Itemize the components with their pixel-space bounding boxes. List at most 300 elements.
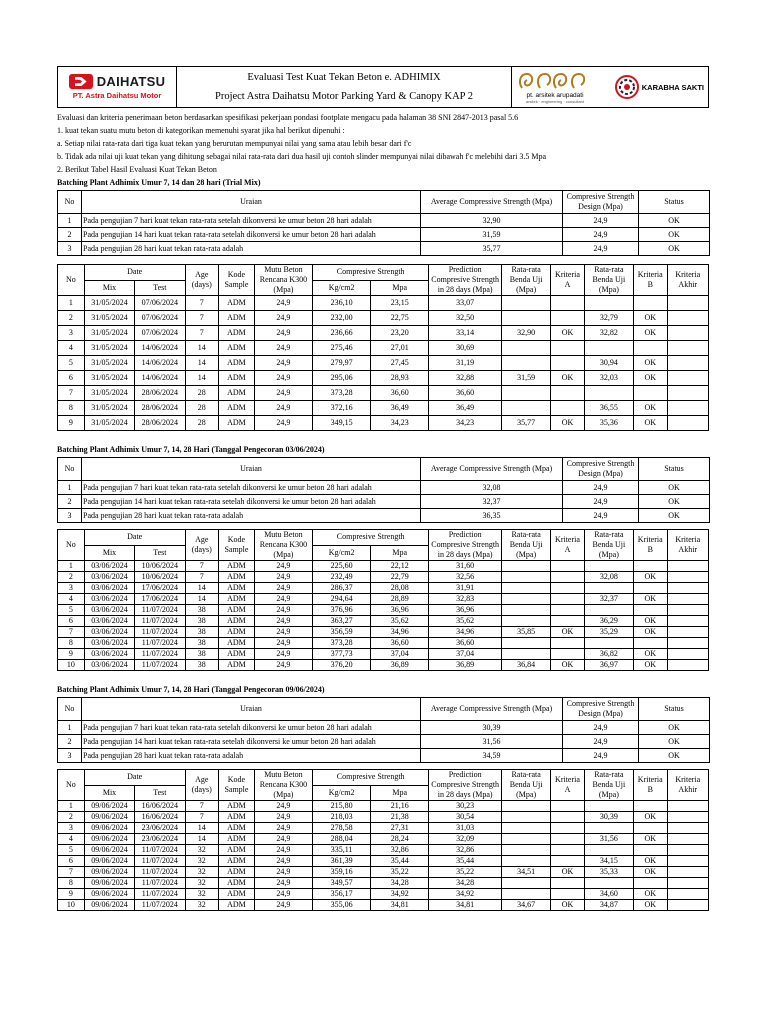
row-no: 7 <box>58 386 85 401</box>
age: 28 <box>185 386 219 401</box>
prediction-28d: 30,23 <box>429 801 502 812</box>
summary-no: 1 <box>58 721 82 735</box>
document-title <box>177 67 512 107</box>
mutu-beton: 24,9 <box>254 627 312 638</box>
strength-kgcm2: 278,58 <box>313 823 371 834</box>
rata-rata-b: 35,36 <box>584 416 633 431</box>
strength-mpa: 36,89 <box>371 660 429 671</box>
test-date: 16/06/2024 <box>135 812 185 823</box>
summary-row <box>58 721 710 735</box>
test-date: 14/06/2024 <box>135 341 185 356</box>
summary-row <box>58 749 710 763</box>
mutu-beton: 24,9 <box>254 311 312 326</box>
kode-sample: ADM <box>219 401 255 416</box>
row-no: 6 <box>58 856 85 867</box>
prediction-28d: 32,88 <box>429 371 502 386</box>
mutu-beton: 24,9 <box>254 561 312 572</box>
detail-header-kode: Kode Sample <box>219 770 255 801</box>
detail-header-age: Age (days) <box>185 770 219 801</box>
kriteria-a <box>551 834 585 845</box>
detail-header-mpa: Mpa <box>371 280 429 296</box>
rata-rata-a: 34,51 <box>502 867 551 878</box>
prediction-28d: 31,19 <box>429 356 502 371</box>
test-date: 28/06/2024 <box>135 386 185 401</box>
rata-rata-b: 36,29 <box>584 616 633 627</box>
criteria-item-1: 1. kuat tekan suatu mutu beton di kategorikan memenuhi syarat jika hal berikut dipenuhi : <box>57 126 345 135</box>
kriteria-akhir <box>667 900 708 911</box>
kriteria-b <box>633 583 667 594</box>
kriteria-a <box>551 845 585 856</box>
age: 38 <box>185 649 219 660</box>
strength-kgcm2: 286,37 <box>313 583 371 594</box>
evaluation-section <box>57 445 709 671</box>
prediction-28d: 31,91 <box>429 583 502 594</box>
age: 7 <box>185 812 219 823</box>
kriteria-akhir <box>667 341 708 356</box>
mix-date: 03/06/2024 <box>84 594 134 605</box>
prediction-28d: 34,23 <box>429 416 502 431</box>
detail-row <box>58 649 709 660</box>
summary-no: 2 <box>58 495 82 509</box>
mix-date: 09/06/2024 <box>84 823 134 834</box>
rata-rata-a: 36,84 <box>502 660 551 671</box>
prediction-28d: 33,07 <box>429 296 502 311</box>
mix-date: 03/06/2024 <box>84 616 134 627</box>
rata-rata-a <box>502 823 551 834</box>
kode-sample: ADM <box>219 812 255 823</box>
prediction-28d: 34,28 <box>429 878 502 889</box>
kode-sample: ADM <box>219 856 255 867</box>
rata-rata-b: 32,08 <box>584 572 633 583</box>
prediction-28d: 32,83 <box>429 594 502 605</box>
arsitek-mark-icon <box>516 70 594 92</box>
kriteria-akhir <box>667 616 708 627</box>
age: 7 <box>185 561 219 572</box>
kriteria-akhir <box>667 856 708 867</box>
age: 14 <box>185 594 219 605</box>
summary-header-uraian: Uraian <box>82 191 421 214</box>
mix-date: 31/05/2024 <box>84 296 134 311</box>
summary-uraian: Pada pengujian 28 hari kuat tekan rata-rata adalah <box>82 509 421 523</box>
kode-sample: ADM <box>219 561 255 572</box>
mutu-beton: 24,9 <box>254 296 312 311</box>
strength-mpa: 27,45 <box>371 356 429 371</box>
detail-header-prediction: Prediction Compresive Strength in 28 days (Mpa) <box>429 530 502 561</box>
rata-rata-a <box>502 356 551 371</box>
summary-status: OK <box>639 749 710 763</box>
mix-date: 03/06/2024 <box>84 649 134 660</box>
mutu-beton: 24,9 <box>254 638 312 649</box>
age: 38 <box>185 660 219 671</box>
age: 38 <box>185 638 219 649</box>
strength-mpa: 23,20 <box>371 326 429 341</box>
detail-row <box>58 341 709 356</box>
detail-row <box>58 296 709 311</box>
kriteria-b: OK <box>633 627 667 638</box>
detail-row <box>58 845 709 856</box>
prediction-28d: 35,22 <box>429 867 502 878</box>
kriteria-a: OK <box>551 416 585 431</box>
strength-mpa: 35,62 <box>371 616 429 627</box>
strength-mpa: 28,08 <box>371 583 429 594</box>
detail-header-no: No <box>58 530 85 561</box>
test-date: 11/07/2024 <box>135 856 185 867</box>
prediction-28d: 31,60 <box>429 561 502 572</box>
kode-sample: ADM <box>219 341 255 356</box>
kriteria-a: OK <box>551 867 585 878</box>
kriteria-a <box>551 572 585 583</box>
prediction-28d: 32,09 <box>429 834 502 845</box>
mutu-beton: 24,9 <box>254 889 312 900</box>
kode-sample: ADM <box>219 823 255 834</box>
detail-row <box>58 867 709 878</box>
rata-rata-a <box>502 572 551 583</box>
detail-header-kode: Kode Sample <box>219 530 255 561</box>
mix-date: 31/05/2024 <box>84 371 134 386</box>
row-no: 2 <box>58 812 85 823</box>
detail-header-kgcm2: Kg/cm2 <box>313 785 371 801</box>
kode-sample: ADM <box>219 627 255 638</box>
section-title: Batching Plant Adhimix Umur 7, 14, 28 Hari (Tanggal Pengecoran 09/06/2024) <box>57 685 325 694</box>
mix-date: 31/05/2024 <box>84 386 134 401</box>
rata-rata-a <box>502 561 551 572</box>
test-date: 14/06/2024 <box>135 371 185 386</box>
age: 32 <box>185 845 219 856</box>
detail-header-mutu: Mutu Beton Rencana K300 (Mpa) <box>254 770 312 801</box>
kriteria-akhir <box>667 823 708 834</box>
kriteria-a <box>551 341 585 356</box>
strength-kgcm2: 356,59 <box>313 627 371 638</box>
kriteria-b <box>633 605 667 616</box>
kriteria-a <box>551 386 585 401</box>
detail-row <box>58 561 709 572</box>
strength-kgcm2: 232,49 <box>313 572 371 583</box>
kriteria-a <box>551 401 585 416</box>
rata-rata-b: 35,29 <box>584 627 633 638</box>
kriteria-b: OK <box>633 834 667 845</box>
kode-sample: ADM <box>219 356 255 371</box>
detail-header-rata-b: Rata-rata Benda Uji (Mpa) <box>584 770 633 801</box>
evaluation-sections <box>57 178 709 911</box>
detail-header-mutu: Mutu Beton Rencana K300 (Mpa) <box>254 530 312 561</box>
summary-row <box>58 242 710 256</box>
rata-rata-a <box>502 341 551 356</box>
strength-kgcm2: 363,27 <box>313 616 371 627</box>
kriteria-a <box>551 889 585 900</box>
summary-row <box>58 481 710 495</box>
kode-sample: ADM <box>219 649 255 660</box>
summary-table <box>57 457 710 523</box>
test-date: 10/06/2024 <box>135 561 185 572</box>
prediction-28d: 33,14 <box>429 326 502 341</box>
kriteria-b: OK <box>633 856 667 867</box>
summary-header-no: No <box>58 458 82 481</box>
row-no: 10 <box>58 900 85 911</box>
detail-row <box>58 583 709 594</box>
strength-kgcm2: 294,64 <box>313 594 371 605</box>
kriteria-akhir <box>667 371 708 386</box>
row-no: 9 <box>58 649 85 660</box>
mix-date: 09/06/2024 <box>84 845 134 856</box>
summary-header-average: Average Compressive Strength (Mpa) <box>421 191 563 214</box>
test-date: 11/07/2024 <box>135 616 185 627</box>
detail-header-compressive: Compresive Strength <box>313 265 429 281</box>
rata-rata-a <box>502 801 551 812</box>
row-no: 6 <box>58 616 85 627</box>
rata-rata-b <box>584 823 633 834</box>
detail-row <box>58 594 709 605</box>
kriteria-a <box>551 296 585 311</box>
summary-status: OK <box>639 242 710 256</box>
detail-row <box>58 401 709 416</box>
detail-header-rata-b: Rata-rata Benda Uji (Mpa) <box>584 530 633 561</box>
detail-header-kriteria-a: Kriteria A <box>551 265 585 296</box>
kriteria-b: OK <box>633 371 667 386</box>
detail-header-test: Test <box>135 280 185 296</box>
summary-status: OK <box>639 495 710 509</box>
test-date: 16/06/2024 <box>135 801 185 812</box>
strength-kgcm2: 359,16 <box>313 867 371 878</box>
row-no: 1 <box>58 561 85 572</box>
test-date: 07/06/2024 <box>135 311 185 326</box>
row-no: 3 <box>58 326 85 341</box>
mix-date: 03/06/2024 <box>84 638 134 649</box>
mix-date: 09/06/2024 <box>84 812 134 823</box>
row-no: 4 <box>58 341 85 356</box>
kriteria-b: OK <box>633 311 667 326</box>
document-header <box>57 66 709 108</box>
kriteria-b <box>633 341 667 356</box>
prediction-28d: 32,86 <box>429 845 502 856</box>
mutu-beton: 24,9 <box>254 845 312 856</box>
section-title: Batching Plant Adhimix Umur 7, 14 dan 28 hari (Trial Mix) <box>57 178 261 187</box>
detail-header-date: Date <box>84 265 185 281</box>
kriteria-b: OK <box>633 416 667 431</box>
detail-header-kriteria-a: Kriteria A <box>551 530 585 561</box>
prediction-28d: 36,89 <box>429 660 502 671</box>
age: 32 <box>185 878 219 889</box>
rata-rata-a <box>502 296 551 311</box>
karabha-logo <box>615 75 704 99</box>
mix-date: 31/05/2024 <box>84 341 134 356</box>
summary-design: 24,9 <box>563 214 639 228</box>
summary-uraian: Pada pengujian 28 hari kuat tekan rata-rata adalah <box>82 749 421 763</box>
summary-design: 24,9 <box>563 495 639 509</box>
mutu-beton: 24,9 <box>254 386 312 401</box>
kode-sample: ADM <box>219 834 255 845</box>
mix-date: 31/05/2024 <box>84 401 134 416</box>
detail-header-kgcm2: Kg/cm2 <box>313 545 371 561</box>
rata-rata-b: 36,82 <box>584 649 633 660</box>
row-no: 1 <box>58 801 85 812</box>
detail-row <box>58 356 709 371</box>
summary-design: 24,9 <box>563 735 639 749</box>
prediction-28d: 35,62 <box>429 616 502 627</box>
strength-mpa: 36,60 <box>371 386 429 401</box>
rata-rata-a <box>502 812 551 823</box>
evaluation-section <box>57 178 709 431</box>
rata-rata-b <box>584 845 633 856</box>
strength-kgcm2: 355,06 <box>313 900 371 911</box>
rata-rata-b: 32,79 <box>584 311 633 326</box>
strength-mpa: 22,79 <box>371 572 429 583</box>
kriteria-b: OK <box>633 356 667 371</box>
kode-sample: ADM <box>219 867 255 878</box>
strength-kgcm2: 215,80 <box>313 801 371 812</box>
mix-date: 31/05/2024 <box>84 356 134 371</box>
rata-rata-b: 32,37 <box>584 594 633 605</box>
test-date: 07/06/2024 <box>135 326 185 341</box>
kriteria-b <box>633 296 667 311</box>
detail-header-prediction: Prediction Compresive Strength in 28 days (Mpa) <box>429 265 502 296</box>
strength-mpa: 21,16 <box>371 801 429 812</box>
mix-date: 09/06/2024 <box>84 856 134 867</box>
rata-rata-a <box>502 856 551 867</box>
strength-mpa: 36,60 <box>371 638 429 649</box>
kode-sample: ADM <box>219 801 255 812</box>
prediction-28d: 36,96 <box>429 605 502 616</box>
row-no: 3 <box>58 823 85 834</box>
strength-kgcm2: 218,03 <box>313 812 371 823</box>
summary-status: OK <box>639 214 710 228</box>
kriteria-akhir <box>667 867 708 878</box>
kriteria-a <box>551 649 585 660</box>
strength-kgcm2: 361,39 <box>313 856 371 867</box>
kode-sample: ADM <box>219 660 255 671</box>
prediction-28d: 30,69 <box>429 341 502 356</box>
row-no: 8 <box>58 878 85 889</box>
summary-header-uraian: Uraian <box>82 698 421 721</box>
rata-rata-a <box>502 583 551 594</box>
criteria-item-b: b. Tidak ada nilai uji kuat tekan yang dihitung sebagai nilai rata-rata dari dua hasil uji contoh slinder mempunyai nilai dibawah f'c melebihi dari 3.5 Mpa <box>57 152 547 161</box>
kriteria-a <box>551 616 585 627</box>
mutu-beton: 24,9 <box>254 878 312 889</box>
strength-kgcm2: 373,28 <box>313 638 371 649</box>
test-date: 11/07/2024 <box>135 878 185 889</box>
test-date: 11/07/2024 <box>135 638 185 649</box>
kriteria-akhir <box>667 638 708 649</box>
rata-rata-a: 35,85 <box>502 627 551 638</box>
summary-average: 35,77 <box>421 242 563 256</box>
mutu-beton: 24,9 <box>254 834 312 845</box>
rata-rata-a <box>502 616 551 627</box>
age: 14 <box>185 341 219 356</box>
mutu-beton: 24,9 <box>254 356 312 371</box>
kode-sample: ADM <box>219 878 255 889</box>
summary-uraian: Pada pengujian 14 hari kuat tekan rata-rata setelah dikonversi ke umur beton 28 hari adalah <box>82 495 421 509</box>
karabha-company-name: KARABHA SAKTI <box>641 82 704 92</box>
strength-kgcm2: 295,06 <box>313 371 371 386</box>
document-page <box>57 66 709 911</box>
kriteria-akhir <box>667 594 708 605</box>
detail-table <box>57 769 709 911</box>
age: 14 <box>185 371 219 386</box>
kriteria-akhir <box>667 845 708 856</box>
kode-sample: ADM <box>219 594 255 605</box>
detail-row <box>58 616 709 627</box>
rata-rata-b <box>584 801 633 812</box>
test-date: 11/07/2024 <box>135 900 185 911</box>
strength-kgcm2: 225,60 <box>313 561 371 572</box>
mix-date: 03/06/2024 <box>84 627 134 638</box>
prediction-28d: 32,56 <box>429 572 502 583</box>
detail-header-rata-b: Rata-rata Benda Uji (Mpa) <box>584 265 633 296</box>
summary-header-no: No <box>58 698 82 721</box>
detail-row <box>58 326 709 341</box>
kriteria-b <box>633 845 667 856</box>
kriteria-a <box>551 812 585 823</box>
strength-kgcm2: 236,66 <box>313 326 371 341</box>
rata-rata-b: 30,94 <box>584 356 633 371</box>
strength-mpa: 34,28 <box>371 878 429 889</box>
prediction-28d: 34,81 <box>429 900 502 911</box>
strength-mpa: 34,81 <box>371 900 429 911</box>
mix-date: 09/06/2024 <box>84 801 134 812</box>
kriteria-a <box>551 856 585 867</box>
detail-row <box>58 311 709 326</box>
mix-date: 03/06/2024 <box>84 660 134 671</box>
summary-status: OK <box>639 481 710 495</box>
strength-kgcm2: 349,15 <box>313 416 371 431</box>
detail-row <box>58 834 709 845</box>
row-no: 8 <box>58 638 85 649</box>
detail-header-date: Date <box>84 530 185 546</box>
summary-average: 31,56 <box>421 735 563 749</box>
prediction-28d: 36,49 <box>429 401 502 416</box>
kriteria-akhir <box>667 627 708 638</box>
rata-rata-a <box>502 311 551 326</box>
kriteria-a <box>551 801 585 812</box>
strength-mpa: 35,44 <box>371 856 429 867</box>
row-no: 7 <box>58 627 85 638</box>
summary-no: 1 <box>58 214 82 228</box>
row-no: 3 <box>58 583 85 594</box>
detail-header-test: Test <box>135 785 185 801</box>
kriteria-akhir <box>667 812 708 823</box>
kriteria-b: OK <box>633 900 667 911</box>
summary-uraian: Pada pengujian 7 hari kuat tekan rata-rata setelah dikonversi ke umur beton 28 hari adalah <box>82 721 421 735</box>
row-no: 4 <box>58 594 85 605</box>
strength-kgcm2: 279,97 <box>313 356 371 371</box>
summary-average: 32,08 <box>421 481 563 495</box>
rata-rata-a <box>502 605 551 616</box>
detail-header-kriteria-akhir: Kriteria Akhir <box>667 770 708 801</box>
detail-row <box>58 660 709 671</box>
mix-date: 09/06/2024 <box>84 867 134 878</box>
summary-row <box>58 495 710 509</box>
summary-row <box>58 735 710 749</box>
summary-header-uraian: Uraian <box>82 458 421 481</box>
prediction-28d: 30,54 <box>429 812 502 823</box>
strength-kgcm2: 376,20 <box>313 660 371 671</box>
test-date: 28/06/2024 <box>135 401 185 416</box>
kriteria-b: OK <box>633 594 667 605</box>
rata-rata-a: 34,67 <box>502 900 551 911</box>
mix-date: 09/06/2024 <box>84 878 134 889</box>
age: 14 <box>185 356 219 371</box>
age: 38 <box>185 627 219 638</box>
rata-rata-a: 31,59 <box>502 371 551 386</box>
test-date: 17/06/2024 <box>135 583 185 594</box>
kode-sample: ADM <box>219 572 255 583</box>
age: 14 <box>185 583 219 594</box>
row-no: 7 <box>58 867 85 878</box>
age: 7 <box>185 326 219 341</box>
mutu-beton: 24,9 <box>254 823 312 834</box>
mutu-beton: 24,9 <box>254 867 312 878</box>
detail-row <box>58 812 709 823</box>
age: 7 <box>185 296 219 311</box>
